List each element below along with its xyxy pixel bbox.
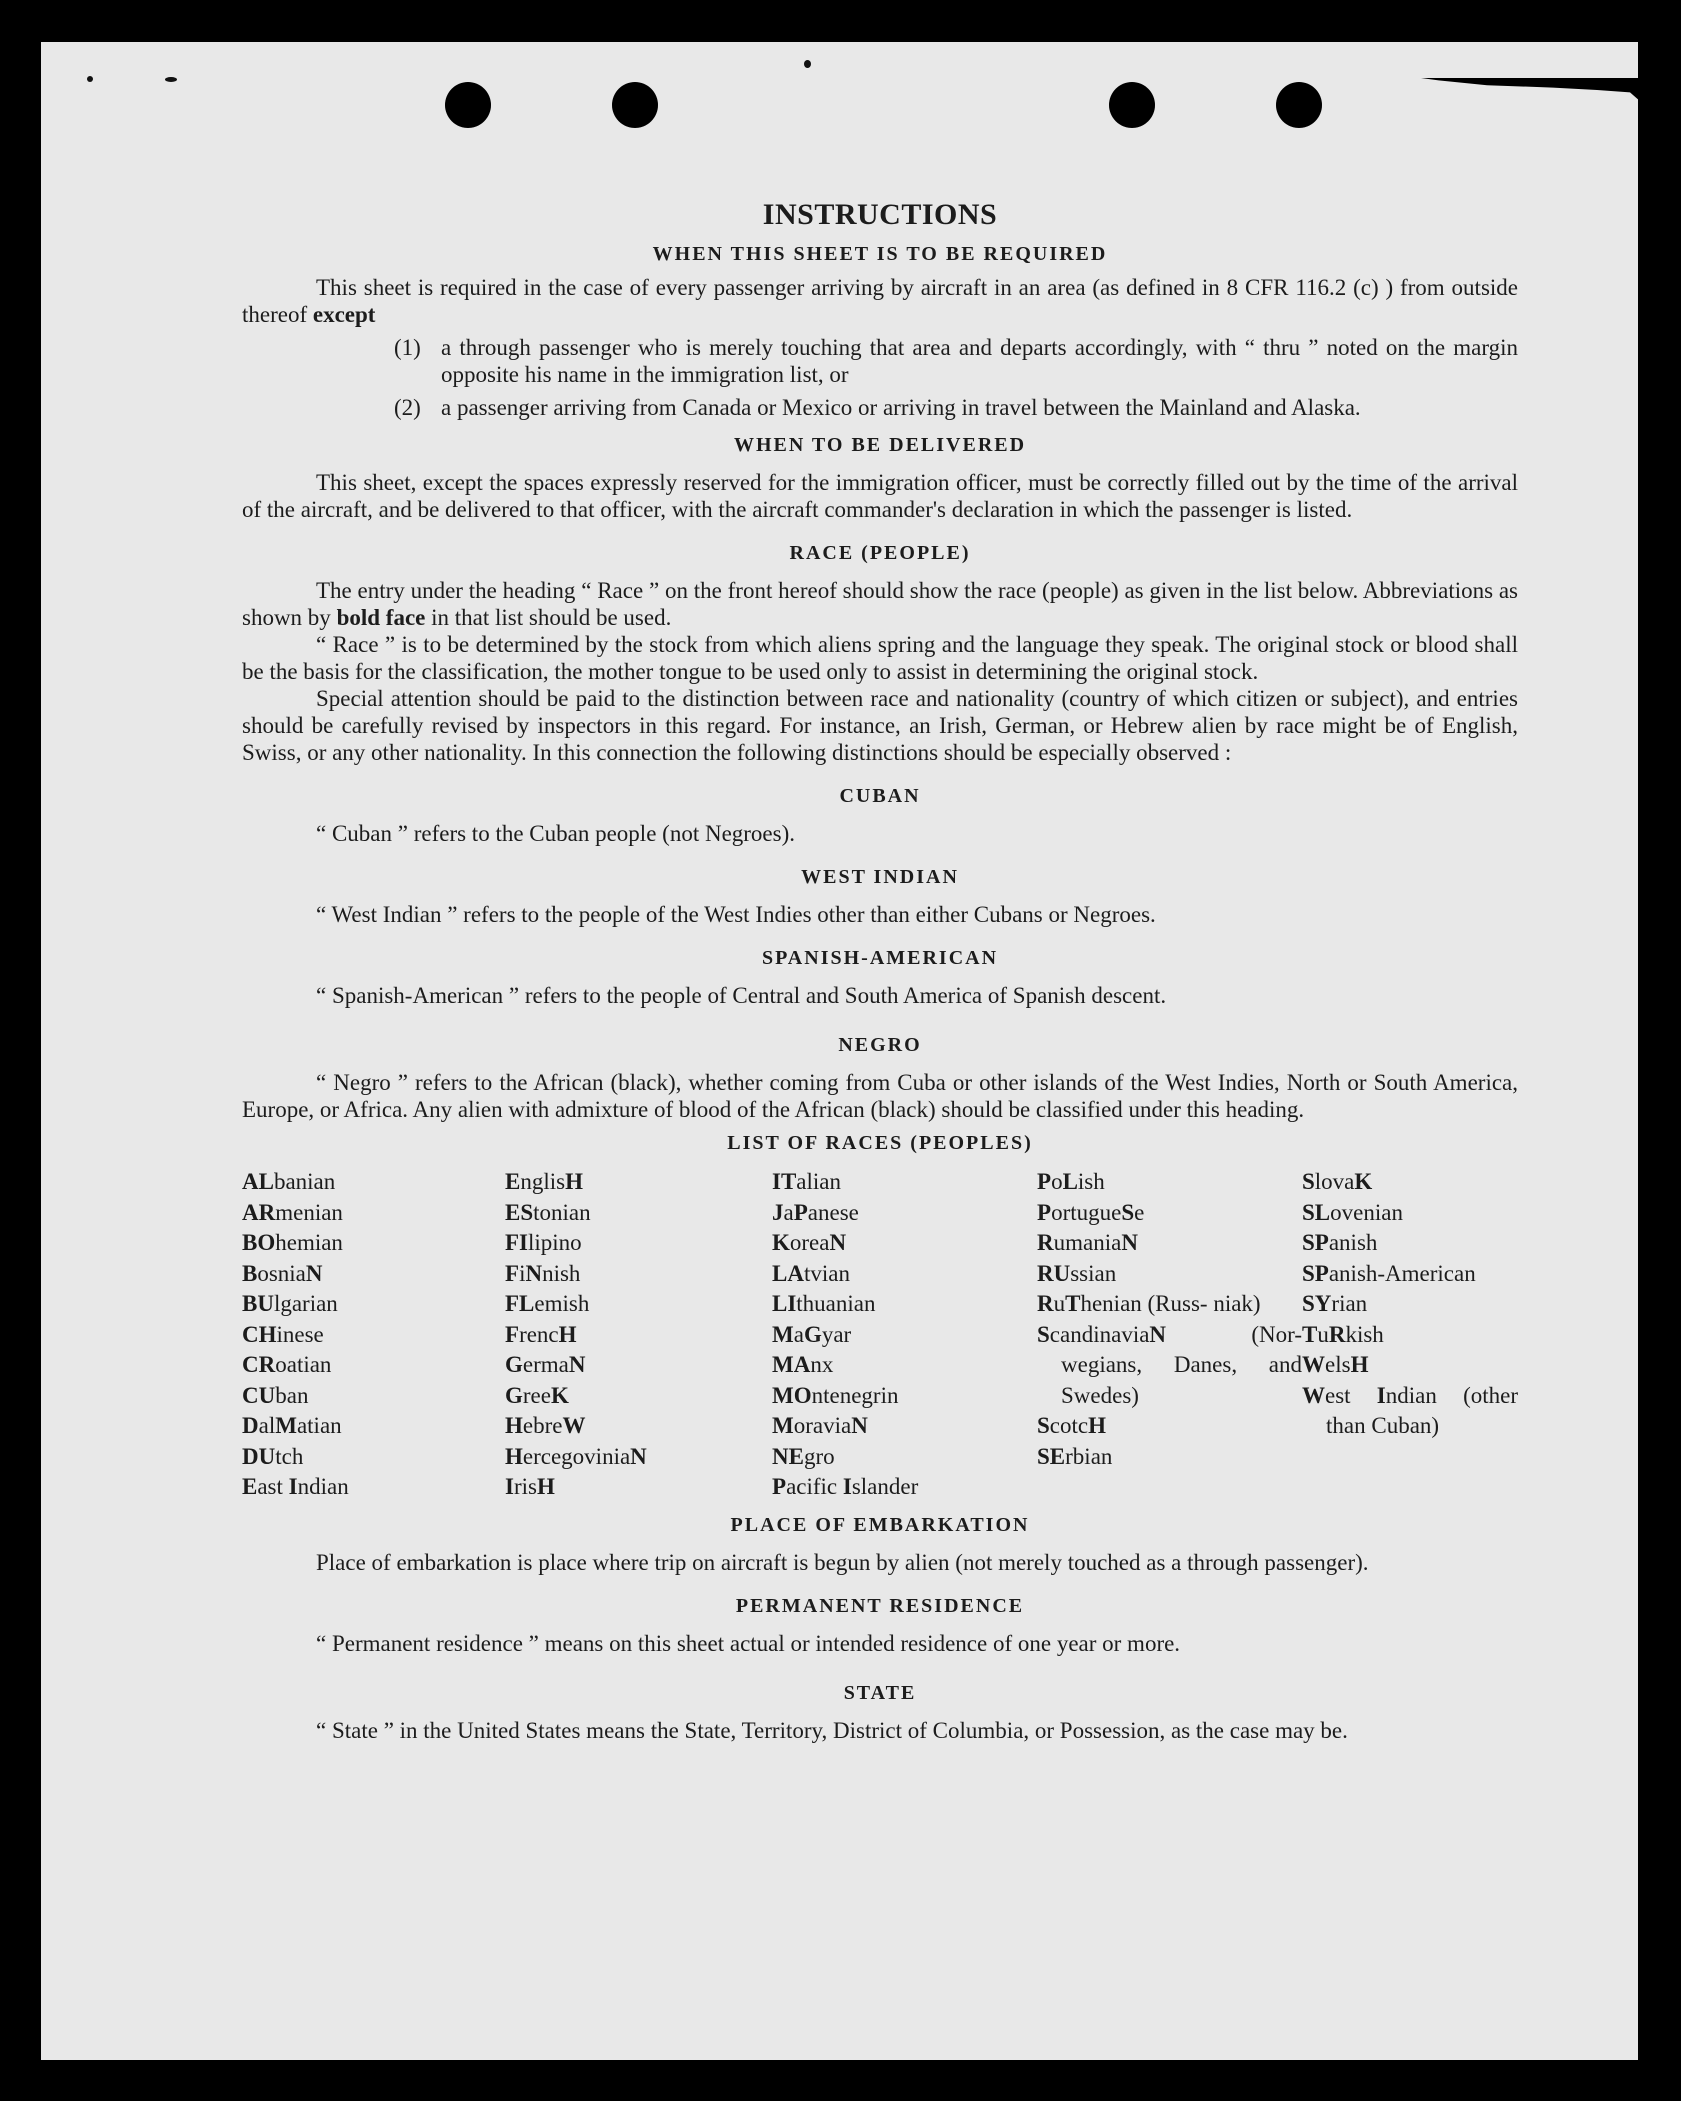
race-entry: LAtvian [772,1260,850,1286]
race-entry: CUban [242,1382,309,1408]
races-list [242,1167,1518,1503]
race-entry: MAnx [772,1352,834,1377]
race-entry: GermaN [505,1352,586,1377]
race-entry: MoraviaN [772,1413,868,1438]
instructions-body [242,192,1518,1744]
race-entry: MaGyar [772,1321,852,1347]
race-entry: JaPanese [772,1199,859,1225]
race-entry: SPanish [1302,1230,1378,1255]
race-entry: West Indian (other than Cuban) [1302,1382,1518,1438]
race-entry: East Indian [242,1474,349,1499]
race-entry: DUtch [242,1443,304,1469]
negro-text: “ Negro ” refers to the African (black), whether coming from Cuba or other islands of the West Indies, North or South America, Europe, or Africa. Any alien with admixture of blood of the African (black) should be classified under this heading. [242,1070,1518,1122]
heading-when-required: WHEN THIS SHEET IS TO BE REQUIRED [652,243,1108,265]
race-entry: DalMatian [242,1413,342,1438]
race-entry: PortugueSe [1037,1199,1145,1225]
race-entry: RuThenian (Russ- niak) [1037,1291,1261,1316]
race-entry: CRoatian [242,1352,332,1377]
race-entry: WelsH [1302,1352,1369,1377]
race-entry: HercegoviniaN [505,1443,647,1469]
race-entry: GreeK [505,1382,569,1408]
race-entry: BOhemian [242,1230,343,1255]
race-paragraph-3: Special attention should be paid to the distinction between race and nationality (country of which citizen or subject), and entries should be carefully revised by inspectors in this regard. For instance, an Irish, German, or Hebrew alien by race might be of English, Swiss, or any other nationality. In this connection the following distinctions should be especially observed : [242,686,1518,765]
document-page [41,42,1638,2060]
west-indian-text: “ West Indian ” refers to the people of the West Indies other than either Cubans or Negroes. [316,902,1156,927]
race-entry: LIthuanian [772,1291,876,1316]
exception-number: (1) [394,335,421,360]
embarkation-text: Place of embarkation is place where trip on aircraft is begun by alien (not merely touched as a through passenger). [316,1549,1369,1575]
heading-list-of-races: LIST OF RACES (PEOPLES) [727,1132,1033,1154]
race-entry: SlovaK [1302,1169,1373,1194]
race-paragraph-1: The entry under the heading “ Race ” on the front hereof should show the race (people) as given in the list below. Abbreviations as shown by bold face in that list should be used. [242,578,1518,630]
race-entry: FiNnish [505,1260,581,1286]
race-entry: ARmenian [242,1199,343,1225]
race-entry: Pacific Islander [772,1474,919,1499]
race-entry: ALbanian [242,1169,336,1194]
race-entry: EnglisH [505,1169,583,1194]
cuban-text: “ Cuban ” refers to the Cuban people (not Negroes). [316,821,796,846]
heading-negro: NEGRO [838,1034,922,1056]
race-entry: BUlgarian [242,1291,338,1316]
heading-state: STATE [843,1681,917,1704]
race-entry: TuRkish [1302,1321,1384,1347]
race-entry: RUssian [1037,1260,1117,1286]
race-entry: HebreW [505,1413,586,1438]
race-entry: SLovenian [1302,1199,1403,1225]
punch-hole [445,82,491,128]
page-title: INSTRUCTIONS [762,198,998,231]
speck [87,76,93,82]
race-entry: ITalian [772,1169,841,1194]
heading-when-delivered: WHEN TO BE DELIVERED [733,434,1027,456]
race-entry: IrisH [505,1474,555,1499]
exception-item [394,394,1518,421]
speck [804,60,811,68]
race-entry: SPanish-American [1302,1260,1476,1286]
when-delivered-text: This sheet, except the spaces expressly reserved for the immigration officer, must be correctly filled out by the time of the arrival of the aircraft, and be delivered to that officer, with the aircraft commander's declaration in which the passenger is listed. [242,470,1518,522]
punch-hole [1276,82,1322,128]
races-column [1037,1167,1302,1503]
heading-race: RACE (PEOPLE) [789,542,971,564]
race-paragraph-2: “ Race ” is to be determined by the stock from which aliens spring and the language they speak. The original stock or blood shall be the basis for the classification, the mother tongue to be used only to assist in determining the original stock. [242,632,1518,684]
exception-text: a passenger arriving from Canada or Mexico or arriving in travel between the Mainland and Alaska. [441,395,1361,420]
race-entry: FIlipino [505,1230,582,1255]
speck [165,77,177,82]
races-column [772,1167,1037,1503]
races-column [242,1167,505,1503]
heading-cuban: CUBAN [839,785,921,807]
state-text: “ State ” in the United States means the State, Territory, District of Columbia, or Possession, as the case may be. [316,1717,1348,1743]
race-entry: ScotcH [1037,1413,1106,1438]
race-entry: FLemish [505,1291,590,1316]
heading-permanent-residence: PERMANENT RESIDENCE [735,1594,1025,1617]
race-entry: SErbian [1037,1443,1113,1469]
exception-text: a through passenger who is merely touching that area and departs accordingly, with “ thru ” noted on the margin opposite his name in the immigration list, or [441,335,1518,387]
race-entry: EStonian [505,1199,591,1225]
residence-text: “ Permanent residence ” means on this sheet actual or intended residence of one year or more. [316,1630,1181,1656]
exception-number: (2) [394,395,421,420]
race-entry: CHinese [242,1321,324,1347]
race-entry: RumaniaN [1037,1230,1138,1255]
races-column [505,1167,772,1503]
race-entry: MOntenegrin [772,1382,899,1408]
torn-corner [1421,78,1641,102]
punch-hole [1109,82,1155,128]
race-entry: NEgro [772,1443,835,1469]
heading-west-indian: WEST INDIAN [801,866,959,888]
race-entry: BosniaN [242,1260,323,1286]
exception-item [394,334,1518,388]
heading-spanish-american: SPANISH-AMERICAN [761,947,999,969]
race-entry: PoLish [1037,1169,1105,1194]
race-entry: FrencH [505,1321,577,1347]
heading-embarkation: PLACE OF EMBARKATION [730,1513,1030,1536]
spanish-american-text: “ Spanish-American ” refers to the people of Central and South America of Spanish descent. [316,983,1167,1008]
races-column [1302,1167,1518,1503]
race-entry: KoreaN [772,1230,847,1255]
punch-hole [612,82,658,128]
race-entry: ScandinaviaN (Nor- wegians, Danes, and Swedes) [1037,1321,1302,1408]
race-entry: SYrian [1302,1291,1368,1316]
when-required-intro: This sheet is required in the case of every passenger arriving by aircraft in an area (as defined in 8 CFR 116.2 (c) ) from outside thereof except [242,275,1518,327]
